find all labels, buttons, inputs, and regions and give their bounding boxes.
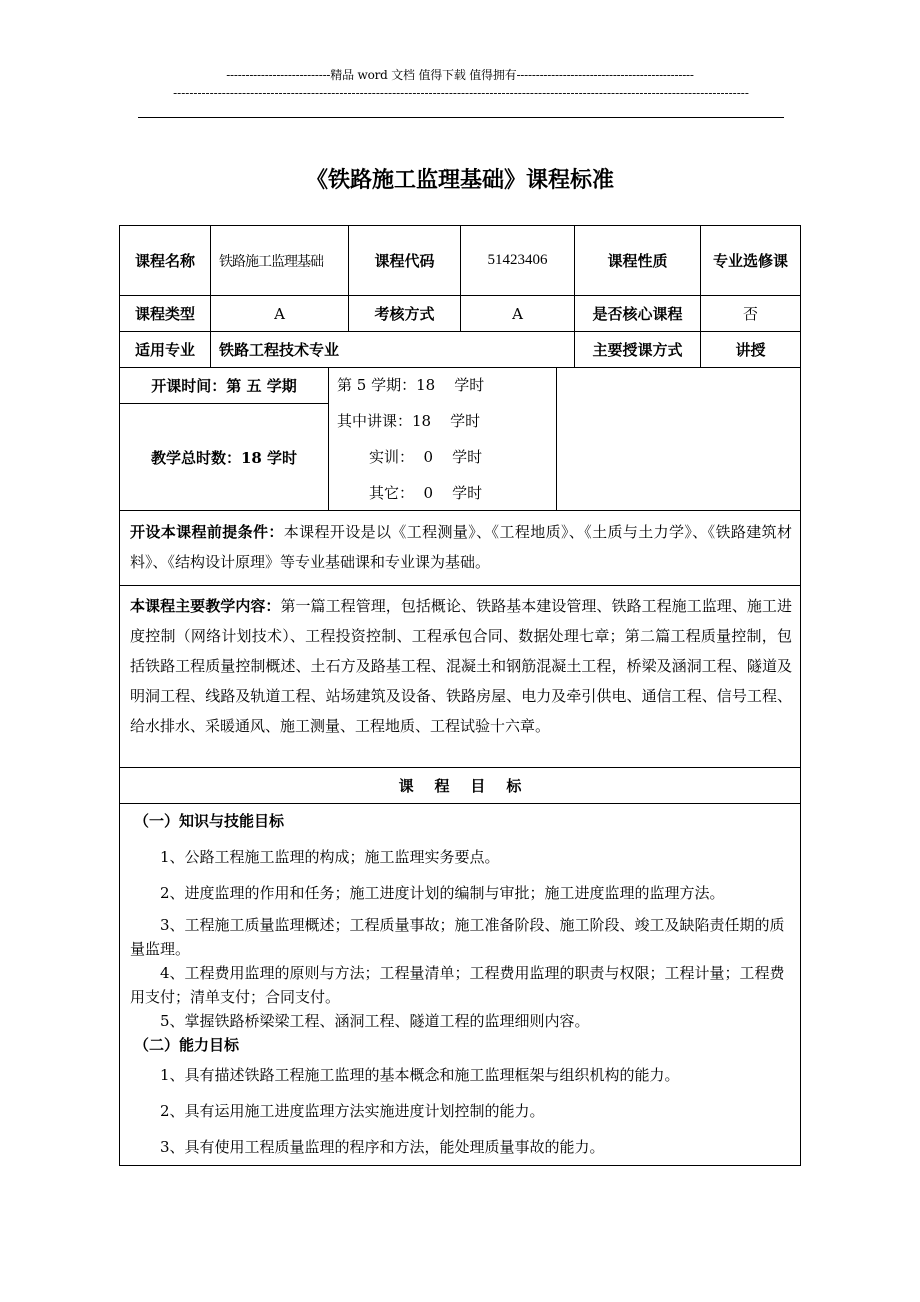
major-value: 铁路工程技术专业 — [210, 331, 574, 367]
hours-practice: 实训： 0 学时 — [369, 448, 483, 466]
prerequisites-cell — [120, 510, 800, 585]
assessment-value: A — [460, 295, 574, 331]
hours-lecture: 其中讲课：18 学时 — [337, 412, 481, 430]
main-content-text: 第一篇工程管理，包括概论、铁路基本建设管理、铁路工程施工监理、施工进度控制（网络计划技术）、工程投资控制、工程承包合同、数据处理七章；第二篇工程质量控制，包括铁路工程质量控制概述、土石方及路基工程、混凝土和钢筋混凝土工程，桥梁及涵洞工程、隧道及明洞工程、线路及轨道工程、站场建筑及设备、铁路房屋、电力及牵引供电、通信工程、信号工程、给水排水、采暖通风、施工测量、工程地质、工程试验十六章。 — [130, 597, 792, 735]
ability-item-2: 2、具有运用施工进度监理方法实施进度计划控制的能力。 — [160, 1102, 545, 1120]
prerequisites-text: 本课程开设是以《工程测量》、《工程地质》、《土质与土力学》、《铁路建筑材料》、《结构设计原理》等专业基础课和专业课为基础。 — [130, 523, 792, 571]
hours-breakdown — [328, 367, 556, 510]
course-nature-label: 课程性质 — [574, 226, 700, 295]
assessment-label: 考核方式 — [348, 295, 460, 331]
course-type-label: 课程类型 — [120, 295, 210, 331]
teaching-mode-value: 讲授 — [700, 331, 800, 367]
knowledge-item-1: 1、公路工程施工监理的构成；施工监理实务要点。 — [160, 848, 500, 866]
hours-semester: 第 5 学期：18 学时 — [337, 376, 485, 394]
major-label: 适用专业 — [120, 331, 210, 367]
objectives-cell — [120, 803, 800, 1165]
objectives-heading: 课 程 目 标 — [120, 767, 800, 803]
prerequisites-label: 开设本课程前提条件： — [130, 523, 284, 541]
knowledge-item-5: 5、掌握铁路桥梁梁工程、涵洞工程、隧道工程的监理细则内容。 — [160, 1012, 590, 1030]
core-course-label: 是否核心课程 — [574, 295, 700, 331]
header-rule — [138, 117, 784, 118]
course-type-value: A — [210, 295, 348, 331]
knowledge-item-3: 3、工程施工质量监理概述；工程质量事故；施工准备阶段、施工阶段、竣工及缺陷责任期的质量监理。 — [130, 916, 785, 958]
page-header-text: ---------------------------精品 word 文档 值得下载 值得拥有---------------------------------------------- — [226, 68, 694, 82]
schedule-empty-cell — [556, 367, 800, 510]
course-standard-table — [119, 225, 801, 1166]
ability-heading: （二）能力目标 — [134, 1036, 240, 1054]
course-code-value: 51423406 — [460, 226, 574, 295]
course-nature-value: 专业选修课 — [700, 226, 800, 295]
course-code-label: 课程代码 — [348, 226, 460, 295]
ability-item-1: 1、具有描述铁路工程施工监理的基本概念和施工监理框架与组织机构的能力。 — [160, 1066, 680, 1084]
page-header-dashes: ---------------------------------------------------------------------------------------------------------------------------------------------- — [173, 86, 749, 100]
teaching-mode-label: 主要授课方式 — [574, 331, 700, 367]
knowledge-item-4: 4、工程费用监理的原则与方法；工程量清单；工程费用监理的职责与权限；工程计量；工程费用支付；清单支付；合同支付。 — [130, 964, 785, 1006]
knowledge-heading: （一）知识与技能目标 — [134, 812, 285, 830]
semester-label: 开课时间：第 五 学期 — [120, 367, 328, 403]
main-content-cell — [120, 585, 800, 767]
core-course-value: 否 — [700, 295, 800, 331]
course-name-value: 铁路施工监理基础 — [210, 226, 348, 295]
main-content-label: 本课程主要教学内容： — [130, 597, 281, 615]
knowledge-item-2: 2、进度监理的作用和任务；施工进度计划的编制与审批；施工进度监理的监理方法。 — [160, 884, 725, 902]
total-hours-label: 教学总时数：18 学时 — [120, 403, 328, 510]
ability-item-3: 3、具有使用工程质量监理的程序和方法，能处理质量事故的能力。 — [160, 1138, 605, 1156]
document-title: 《铁路施工监理基础》课程标准 — [305, 167, 614, 193]
course-name-label: 课程名称 — [134, 252, 195, 270]
hours-other: 其它： 0 学时 — [369, 484, 483, 502]
